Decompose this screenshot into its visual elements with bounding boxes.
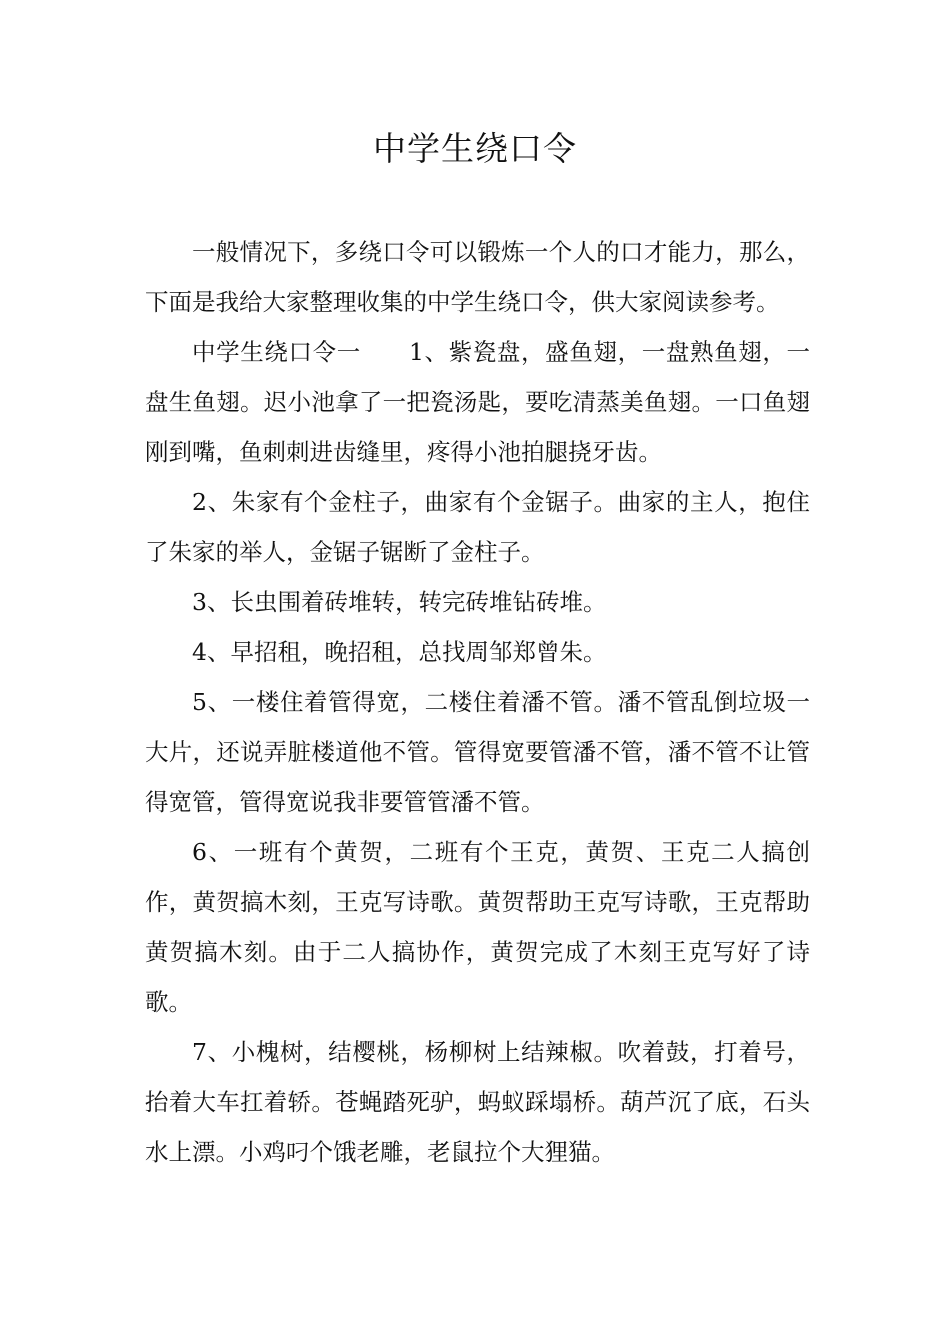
tongue-twister-5: 5、一楼住着管得宽，二楼住着潘不管。潘不管乱倒垃圾一大片，还说弄脏楼道他不管。管得宽要管潘不管，潘不管不让管得宽管，管得宽说我非要管管潘不管。: [145, 688, 810, 816]
tongue-twister-2: 2、朱家有个金柱子，曲家有个金锯子。曲家的主人，抱住了朱家的举人，金锯子锯断了金柱子。: [145, 488, 810, 566]
section-1-paragraph: [145, 327, 810, 477]
section-heading: 中学生绕口令一: [192, 338, 361, 366]
intro-paragraph: 一般情况下，多绕口令可以锻炼一个人的口才能力，那么，下面是我给大家整理收集的中学生绕口令，供大家阅读参考。: [145, 238, 810, 316]
document-body: [145, 227, 810, 1177]
document-title: 中学生绕口令: [373, 129, 577, 168]
tongue-twister-4: 4、早招租，晚招租，总找周邹郑曾朱。: [192, 638, 607, 666]
tongue-twister-6: 6、一班有个黄贺，二班有个王克，黄贺、王克二人搞创作，黄贺搞木刻，王克写诗歌。黄贺帮助王克写诗歌，王克帮助黄贺搞木刻。由于二人搞协作，黄贺完成了木刻王克写好了诗歌。: [145, 838, 810, 1016]
tongue-twister-3: 3、长虫围着砖堆转，转完砖堆钻砖堆。: [192, 588, 607, 616]
tongue-twister-7: 7、小槐树，结樱桃，杨柳树上结辣椒。吹着鼓，打着号，抬着大车扛着轿。苍蝇踏死驴，蚂蚁踩塌桥。葫芦沉了底，石头水上漂。小鸡叼个饿老雕，老鼠拉个大狸猫。: [145, 1038, 810, 1166]
tongue-twister-1: 1、紫瓷盘，盛鱼翅，一盘熟鱼翅，一盘生鱼翅。迟小池拿了一把瓷汤匙，要吃清蒸美鱼翅。一口鱼翅刚到嘴，鱼刺刺进齿缝里，疼得小池拍腿挠牙齿。: [145, 338, 811, 466]
